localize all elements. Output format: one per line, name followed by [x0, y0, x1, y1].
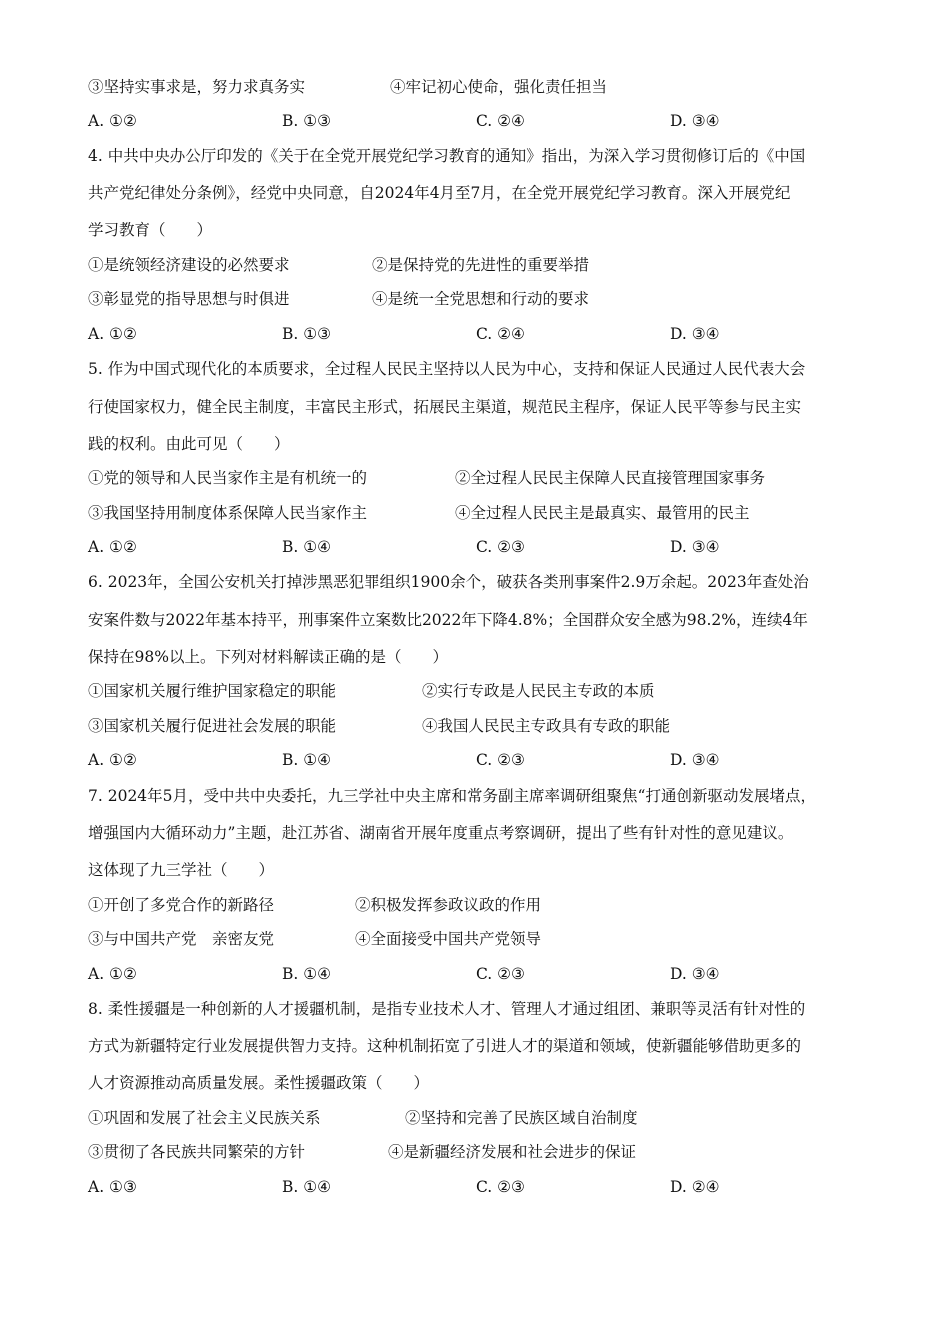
- q4-option-1: ①是统领经济建设的必然要求: [88, 256, 290, 274]
- q4-choice-d: D. ③④: [670, 325, 720, 343]
- q4-choice-a: A. ①②: [88, 325, 137, 343]
- q6-stem-line-3: 保持在98%以上。下列对材料解读正确的是（ ）: [88, 648, 448, 666]
- q7-option-4: ④全面接受中国共产党领导: [355, 930, 542, 948]
- q7-option-3: ③与中国共产党 亲密友党: [88, 930, 275, 948]
- q4-choice-b: B. ①③: [282, 325, 332, 343]
- q8-option-2: ②坚持和完善了民族区域自治制度: [405, 1109, 638, 1127]
- q7-choice-a: A. ①②: [88, 965, 137, 983]
- q6-choice-a: A. ①②: [88, 751, 137, 769]
- q5-option-1: ①党的领导和人民当家作主是有机统一的: [88, 469, 368, 487]
- q4-choice-c: C. ②④: [476, 325, 525, 343]
- q6-option-2: ②实行专政是人民民主专政的本质: [422, 682, 655, 700]
- q4-option-3: ③彰显党的指导思想与时俱进: [88, 290, 290, 308]
- q7-option-1: ①开创了多党合作的新路径: [88, 896, 275, 914]
- q4-stem-line-3: 学习教育（ ）: [88, 221, 213, 239]
- q5-choice-c: C. ②③: [476, 538, 525, 556]
- q5-choice-d: D. ③④: [670, 538, 720, 556]
- q7-option-2: ②积极发挥参政议政的作用: [355, 896, 542, 914]
- q5-stem-line-3: 践的权利。由此可见（ ）: [88, 435, 290, 453]
- q8-option-4: ④是新疆经济发展和社会进步的保证: [388, 1143, 637, 1161]
- q5-option-4: ④全过程人民民主是最真实、最管用的民主: [455, 504, 750, 522]
- q7-choice-b: B. ①④: [282, 965, 332, 983]
- q7-stem-line-2: 增强国内大循环动力”主题，赴江苏省、湖南省开展年度重点考察调研，提出了些有针对性的意见建议。: [88, 824, 794, 842]
- q3-option-3: ③坚持实事求是，努力求真务实: [88, 78, 306, 96]
- q5-choice-a: A. ①②: [88, 538, 137, 556]
- q8-stem-line-3: 人才资源推动高质量发展。柔性援疆政策（ ）: [88, 1074, 430, 1092]
- q7-stem-line-1: 7. 2024年5月，受中共中央委托，九三学社中央主席和常务副主席率调研组聚焦“打通创新驱动发展堵点，: [88, 787, 816, 805]
- q6-option-1: ①国家机关履行维护国家稳定的职能: [88, 682, 337, 700]
- q3-choice-c: C. ②④: [476, 112, 525, 130]
- q7-choice-d: D. ③④: [670, 965, 720, 983]
- q6-choice-c: C. ②③: [476, 751, 525, 769]
- q8-stem-line-1: 8. 柔性援疆是一种创新的人才援疆机制，是指专业技术人才、管理人才通过组团、兼职等灵活有针对性的: [88, 1000, 806, 1018]
- q6-stem-line-1: 6. 2023年，全国公安机关打掉涉黑恶犯罪组织1900余个，破获各类刑事案件2.9万余起。2023年查处治: [88, 573, 809, 591]
- q3-choice-b: B. ①③: [282, 112, 332, 130]
- q3-choice-d: D. ③④: [670, 112, 720, 130]
- q6-option-4: ④我国人民民主专政具有专政的职能: [422, 717, 671, 735]
- q8-choice-a: A. ①③: [88, 1178, 137, 1196]
- q4-option-4: ④是统一全党思想和行动的要求: [372, 290, 590, 308]
- q8-option-1: ①巩固和发展了社会主义民族关系: [88, 1109, 321, 1127]
- q8-choice-d: D. ②④: [670, 1178, 720, 1196]
- q8-choice-c: C. ②③: [476, 1178, 525, 1196]
- q7-choice-c: C. ②③: [476, 965, 525, 983]
- q6-stem-line-2: 安案件数与2022年基本持平，刑事案件立案数比2022年下降4.8%；全国群众安全感为98.2%，连续4年: [88, 611, 808, 629]
- q5-stem-line-2: 行使国家权力，健全民主制度，丰富民主形式，拓展民主渠道，规范民主程序，保证人民平等参与民主实: [88, 398, 802, 416]
- q6-option-3: ③国家机关履行促进社会发展的职能: [88, 717, 337, 735]
- q5-option-2: ②全过程人民民主保障人民直接管理国家事务: [455, 469, 766, 487]
- q3-choice-a: A. ①②: [88, 112, 137, 130]
- q4-stem-line-1: 4. 中共中央办公厅印发的《关于在全党开展党纪学习教育的通知》指出，为深入学习贯彻修订后的《中国: [88, 147, 806, 165]
- q8-option-3: ③贯彻了各民族共同繁荣的方针: [88, 1143, 306, 1161]
- q4-stem-line-2: 共产党纪律处分条例》，经党中央同意，自2024年4月至7月，在全党开展党纪学习教育。深入开展党纪: [88, 184, 791, 202]
- q5-option-3: ③我国坚持用制度体系保障人民当家作主: [88, 504, 368, 522]
- q8-stem-line-2: 方式为新疆特定行业发展提供智力支持。这种机制拓宽了引进人才的渠道和领域，使新疆能够借助更多的: [88, 1037, 802, 1055]
- q6-choice-d: D. ③④: [670, 751, 720, 769]
- q3-option-4: ④牢记初心使命，强化责任担当: [390, 78, 608, 96]
- q4-option-2: ②是保持党的先进性的重要举措: [372, 256, 590, 274]
- q8-choice-b: B. ①④: [282, 1178, 332, 1196]
- q5-stem-line-1: 5. 作为中国式现代化的本质要求，全过程人民民主坚持以人民为中心，支持和保证人民通过人民代表大会: [88, 360, 806, 378]
- q5-choice-b: B. ①④: [282, 538, 332, 556]
- q6-choice-b: B. ①④: [282, 751, 332, 769]
- q7-stem-line-3: 这体现了九三学社（ ）: [88, 861, 275, 879]
